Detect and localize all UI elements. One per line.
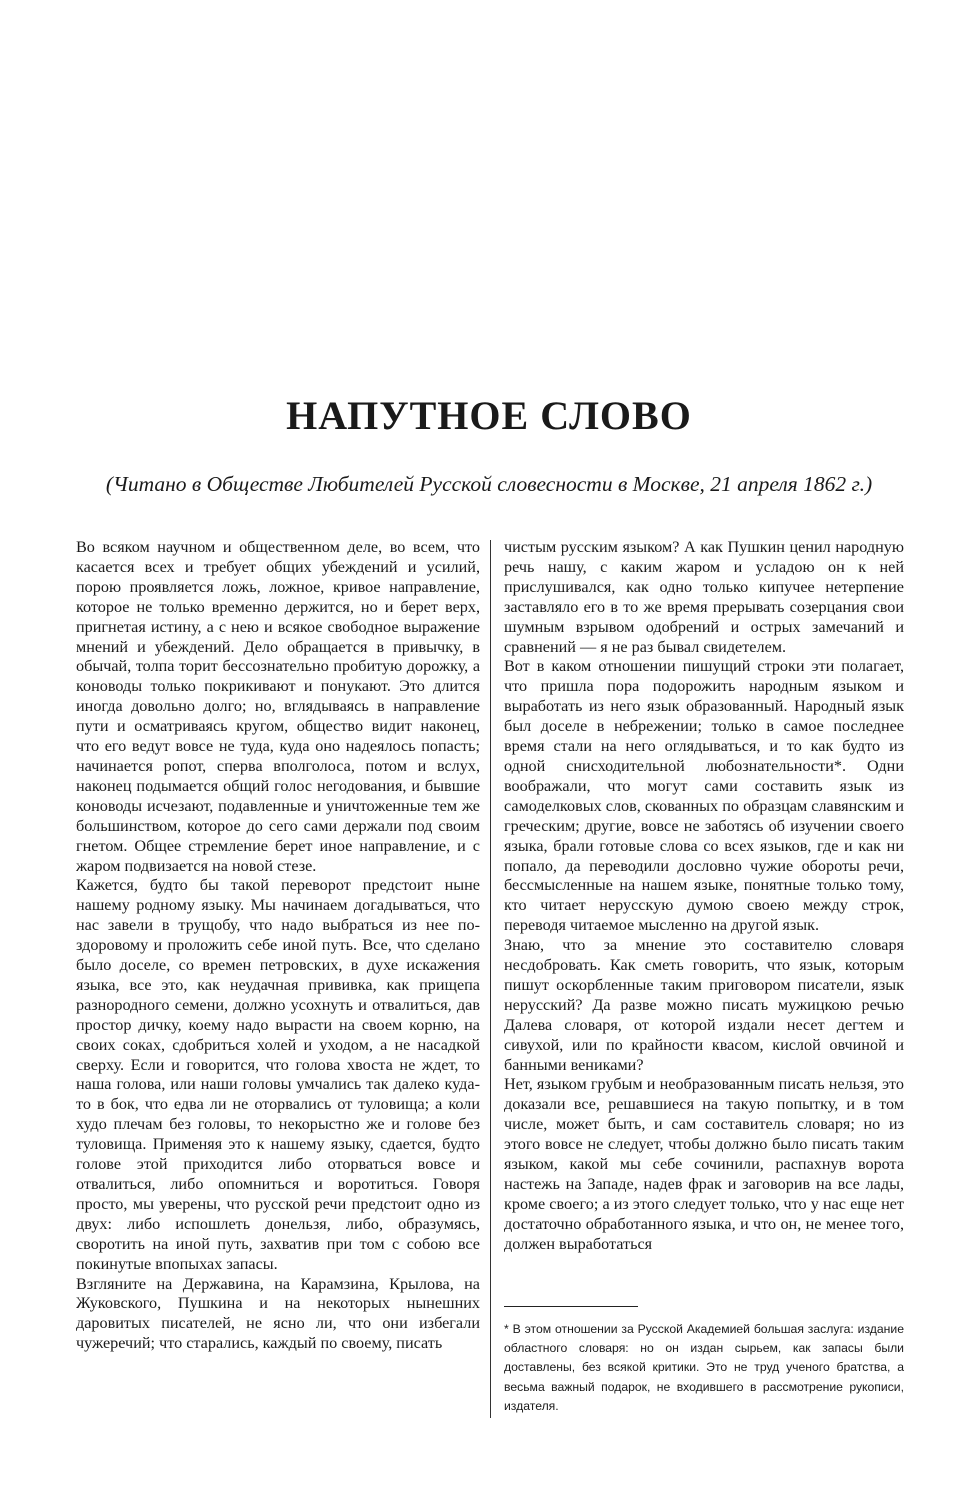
page-title: НАПУТНОЕ СЛОВО — [286, 393, 692, 438]
paragraph: Нет, языком грубым и необразованным писать нельзя, это доказали все, решавшиеся на такую попытку, и в том числе, может быть, и сам составитель словаря; но из этого вовсе не следует, чтобы должно было писать таким языком, какой мы себе сочинили, распахнув ворота настежь на Западе, надев фрак и заговорив на все лады, кроме своего; а из этого следует только, что у нас еще нет достаточно обработанного языка, и что он, не менее того, должен выработаться — [504, 1075, 904, 1253]
footnote: * В этом отношении за Русской Академией большая заслуга: издание областного словаря: но он издан сырьем, как запасы были доставлены, без всякой критики. Это не труд ученого братства, а весьма важный подарок, не входившего в рассмотрение рукописи, издателя. — [504, 1322, 904, 1413]
paragraph: Во всяком научном и общественном деле, во всем, что касается всех и требует общих убеждений и усилий, порою проявляется ложь, ложное, кривое направление, которое не только временно держится, но и берет верх, пригнетая истину, а с нею и всякое свободное выражение мнений и убеждений. Дело обращается в привычку, в обычай, толпа торит бессознательно пробитую дорожку, а коноводы только покрикивают и понукают. Это длится иногда довольно долго; но, вглядываясь в направление пути и осматриваясь кругом, общество видит наконец, что его ведут вовсе не туда, куда оно надеялось попасть; начинается ропот, сперва вполголоса, потом и вслух, наконец подымается общий голос негодования, и бывшие коноводы исчезают, подавленные и уничтоженные тем же большинством, которое до сего сами держали под своим гнетом. Общее стремление берет иное направление, и с жаром подвизается на новой стезе. — [76, 538, 480, 875]
paragraph: чистым русским языком? А как Пушкин ценил народную речь нашу, с каким жаром и усладою он к ней прислушивался, как одно только кипучее нетерпение заставляло его в то же время прерывать созерцания свои шумным взрывом одобрений и острых замечаний и сравнений — я не раз бывал свидетелем. — [504, 538, 904, 656]
paragraph: Знаю, что за мнение это составителю словаря несдобровать. Как сметь говорить, что язык, которым пишут оскорбленные таким приговором писатели, язык нерусский? Да разве можно писать мужицкою речью Далева словаря, от которой издали несет дегтем и сивухой, или по крайности квасом, кислой овчиной и банными вениками? — [504, 936, 904, 1074]
paragraph: Кажется, будто бы такой переворот предстоит ныне нашему родному языку. Мы начинаем догадываться, что нас завели в трущобу, что надо выбраться из нее по-здоровому и проложить себе иной путь. Все, что сделано было доселе, со времен петровских, в духе искажения языка, все это, как неудачная прививка, как прищепа разнородного семени, должно усохнуть и отвалиться, дав простор дичку, коему надо вырасти на своем корню, на своих соках, сдобриться холей и уходом, а не насадкой сверху. Если и говорится, что голова хвоста не ждет, то наша голова, или наши головы умчались так далеко куда-то в бок, что едва ли не оторвались от туловища; а коли худо плечам без головы, то некорыстно же и голове без туловища. Применяя это к нашему языку, сдается, будто голове этой приходится либо оторваться вовсе и отвалиться, либо опомниться и воротиться. Говоря просто, мы уверены, что русской речи предстоит одно из двух: либо испошлеть донельзя, либо, образумясь, своротить на иной путь, захватив при том с собою все покинутые впопыхах запасы. — [76, 876, 480, 1273]
paragraph: Вот в каком отношении пишущий строки эти полагает, что пришла пора подорожить народным языком и выработать из него язык образованный. Народный язык был доселе в небрежении; только в самое последнее время стали на него оглядываться, и то как будто из одной снисходительной любознательности*. Одни воображали, что могут сами составить язык из самоделковых слов, скованных по образцам славянским и греческим; другие, вовсе не заботясь об изучении своего языка, брали готовые слова со всех языков, где и как ни попало, да переводили дословно чужие обороты речи, бессмысленные на нашем языке, понятные только тому, кто читает нерусскую думою своею между строк, переводя читаемое мысленно на другой язык. — [504, 657, 904, 935]
left-column — [76, 538, 480, 1354]
right-column — [504, 538, 904, 1255]
column-divider — [490, 540, 491, 1418]
page-subtitle: (Читано в Обществе Любителей Русской словесности в Москве, 21 апреля 1862 г.) — [105, 472, 873, 496]
footnote-rule — [504, 1306, 638, 1307]
paragraph: Взгляните на Державина, на Карамзина, Крылова, на Жуковского, Пушкина и на некоторых нынешних даровитых писателей, не ясно ли, что они избегали чужеречий; что старались, каждый по своему, писать — [76, 1274, 480, 1353]
